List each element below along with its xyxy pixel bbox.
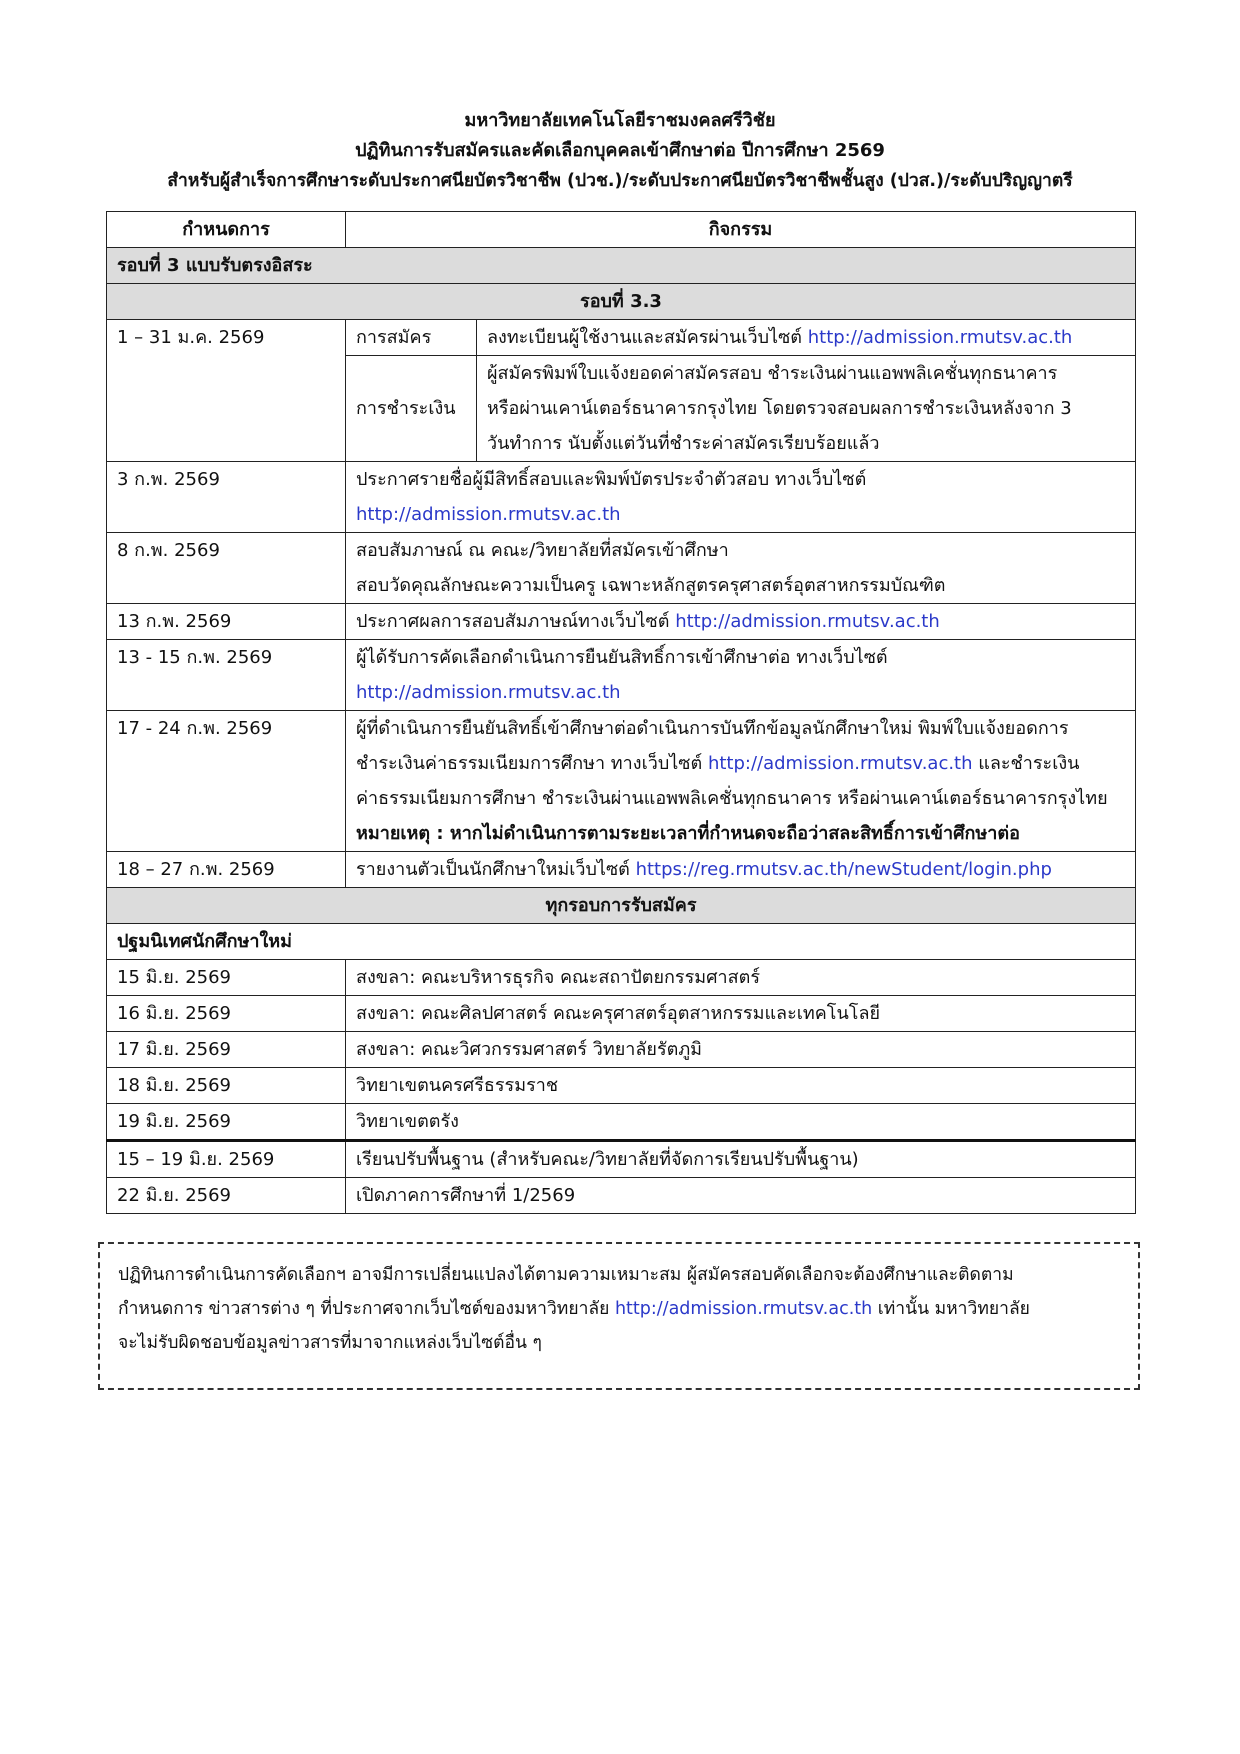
row-date: 13 - 15 ก.พ. 2569 xyxy=(107,640,346,711)
row-activity: ประกาศรายชื่อผู้มีสิทธิ์สอบและพิมพ์บัตรประจำตัวสอบ ทางเว็บไซต์ http://admission.rmutsv.ac.th xyxy=(346,462,1136,533)
row-date: 15 มิ.ย. 2569 xyxy=(107,960,346,996)
row-activity: ผู้ได้รับการคัดเลือกดำเนินการยืนยันสิทธิ์การเข้าศึกษาต่อ ทางเว็บไซต์ http://admission.rmutsv.ac.th xyxy=(346,640,1136,711)
document-header xyxy=(0,106,1240,196)
disclaimer-line: ปฏิทินการดำเนินการคัดเลือกฯ อาจมีการเปลี่ยนแปลงได้ตามความเหมาะสม ผู้สมัครสอบคัดเลือกจะต้องศึกษาและติดตาม xyxy=(118,1265,1014,1285)
disclaimer-line: จะไม่รับผิดชอบข้อมูลข่าวสารที่มาจากแหล่งเว็บไซต์อื่น ๆ xyxy=(118,1333,542,1353)
admission-link[interactable]: http://admission.rmutsv.ac.th xyxy=(807,327,1073,348)
admission-link[interactable]: http://admission.rmutsv.ac.th xyxy=(675,611,940,632)
disclaimer-line: กำหนดการ ข่าวสารต่าง ๆ ที่ประกาศจากเว็บไซต์ของมหาวิทยาลัย http://admission.rmutsv.ac.th เท่านั้น มหาวิทยาลัย xyxy=(118,1299,1030,1319)
row-date: 17 มิ.ย. 2569 xyxy=(107,1032,346,1068)
row-date: 18 มิ.ย. 2569 xyxy=(107,1068,346,1104)
row-date: 19 มิ.ย. 2569 xyxy=(107,1104,346,1141)
all-rounds-title: ทุกรอบการรับสมัคร xyxy=(107,888,1136,924)
orientation-row xyxy=(107,924,1136,960)
admission-link[interactable]: http://admission.rmutsv.ac.th xyxy=(356,682,621,703)
row-date: 8 ก.พ. 2569 xyxy=(107,533,346,604)
row-activity: สอบสัมภาษณ์ ณ คณะ/วิทยาลัยที่สมัครเข้าศึกษา สอบวัดคุณลักษณะความเป็นครู เฉพาะหลักสูตรครุศาสตร์อุตสาหกรรมบัณฑิต xyxy=(346,533,1136,604)
subround-title: รอบที่ 3.3 xyxy=(107,284,1136,320)
table-row xyxy=(107,462,1136,533)
table-row xyxy=(107,711,1136,852)
subround-row xyxy=(107,284,1136,320)
calendar-subtitle: สำหรับผู้สำเร็จการศึกษาระดับประกาศนียบัตรวิชาชีพ (ปวช.)/ระดับประกาศนียบัตรวิชาชีพชั้นสูง (ปวส.)/ระดับปริญญาตรี xyxy=(167,171,1073,191)
row-date: 13 ก.พ. 2569 xyxy=(107,604,346,640)
orientation-title: ปฐมนิเทศนักศึกษาใหม่ xyxy=(107,924,1136,960)
row-activity: วิทยาเขตตรัง xyxy=(346,1104,1136,1141)
row-activity: เปิดภาคการศึกษาที่ 1/2569 xyxy=(346,1178,1136,1214)
table-row xyxy=(107,320,1136,356)
calendar-title: ปฏิทินการรับสมัครและคัดเลือกบุคคลเข้าศึกษาต่อ ปีการศึกษา 2569 xyxy=(355,140,885,161)
table-row xyxy=(107,852,1136,888)
row-date: 16 มิ.ย. 2569 xyxy=(107,996,346,1032)
table-row xyxy=(107,1104,1136,1141)
row-activity: ผู้ที่ดำเนินการยืนยันสิทธิ์เข้าศึกษาต่อดำเนินการบันทึกข้อมูลนักศึกษาใหม่ พิมพ์ใบแจ้งยอดการ ชำระเงินค่าธรรมเนียมการศึกษา ทางเว็บไซต์ http://admission.rmutsv.ac.th และชำระเงิน ค่าธรรมเนียมการศึกษา ชำระเงินผ่านแอพพลิเคชั่นทุกธนาคาร หรือผ่านเคาน์เตอร์ธนาคารกรุงไทย หมายเหตุ : หากไม่ดำเนินการตามระยะเวลาที่กำหนดจะถือว่าสละสิทธิ์การเข้าศึกษาต่อ xyxy=(346,711,1136,852)
row-activity: ลงทะเบียนผู้ใช้งานและสมัครผ่านเว็บไซต์ http://admission.rmutsv.ac.th xyxy=(477,320,1136,356)
disclaimer-box xyxy=(98,1242,1140,1390)
table-row xyxy=(107,640,1136,711)
table-row xyxy=(107,1032,1136,1068)
row-activity: รายงานตัวเป็นนักศึกษาใหม่เว็บไซต์ https://reg.rmutsv.ac.th/newStudent/login.php xyxy=(346,852,1136,888)
row-date: 3 ก.พ. 2569 xyxy=(107,462,346,533)
admission-schedule-table xyxy=(106,211,1136,1214)
row-date: 15 – 19 มิ.ย. 2569 xyxy=(107,1141,346,1178)
table-row xyxy=(107,533,1136,604)
remark-text: หมายเหตุ : หากไม่ดำเนินการตามระยะเวลาที่กำหนดจะถือว่าสละสิทธิ์การเข้าศึกษาต่อ xyxy=(356,823,1020,844)
admission-link[interactable]: http://admission.rmutsv.ac.th xyxy=(614,1299,873,1319)
row-activity: วิทยาเขตนครศรีธรรมราช xyxy=(346,1068,1136,1104)
row-date: 1 – 31 ม.ค. 2569 xyxy=(107,320,346,462)
row-date: 22 มิ.ย. 2569 xyxy=(107,1178,346,1214)
table-row xyxy=(107,604,1136,640)
row-label: การสมัคร xyxy=(346,320,477,356)
row-label: การชำระเงิน xyxy=(346,356,477,462)
all-rounds-row xyxy=(107,888,1136,924)
row-activity: ประกาศผลการสอบสัมภาษณ์ทางเว็บไซต์ http://admission.rmutsv.ac.th xyxy=(346,604,1136,640)
row-date: 18 – 27 ก.พ. 2569 xyxy=(107,852,346,888)
row-activity: สงขลา: คณะบริหารธุรกิจ คณะสถาปัตยกรรมศาสตร์ xyxy=(346,960,1136,996)
registration-link[interactable]: https://reg.rmutsv.ac.th/newStudent/login.php xyxy=(635,859,1052,880)
table-row xyxy=(107,996,1136,1032)
column-header-date: กำหนดการ xyxy=(107,212,346,248)
round-title: รอบที่ 3 แบบรับตรงอิสระ xyxy=(107,248,1136,284)
row-activity: สงขลา: คณะศิลปศาสตร์ คณะครุศาสตร์อุตสาหกรรมและเทคโนโลยี xyxy=(346,996,1136,1032)
table-header-row xyxy=(107,212,1136,248)
table-row xyxy=(107,1068,1136,1104)
row-activity: เรียนปรับพื้นฐาน (สำหรับคณะ/วิทยาลัยที่จัดการเรียนปรับพื้นฐาน) xyxy=(346,1141,1136,1178)
admission-link[interactable]: http://admission.rmutsv.ac.th xyxy=(707,753,973,774)
admission-link[interactable]: http://admission.rmutsv.ac.th xyxy=(356,504,621,525)
column-header-activity: กิจกรรม xyxy=(346,212,1136,248)
table-row xyxy=(107,1141,1136,1178)
row-activity: ผู้สมัครพิมพ์ใบแจ้งยอดค่าสมัครสอบ ชำระเงินผ่านแอพพลิเคชั่นทุกธนาคาร หรือผ่านเคาน์เตอร์ธนาคารกรุงไทย โดยตรวจสอบผลการชำระเงินหลังจาก 3 วันทำการ นับตั้งแต่วันที่ชำระค่าสมัครเรียบร้อยแล้ว xyxy=(477,356,1136,462)
table-row xyxy=(107,960,1136,996)
university-name: มหาวิทยาลัยเทคโนโลยีราชมงคลศรีวิชัย xyxy=(464,110,776,131)
table-row xyxy=(107,1178,1136,1214)
row-activity: สงขลา: คณะวิศวกรรมศาสตร์ วิทยาลัยรัตภูมิ xyxy=(346,1032,1136,1068)
row-date: 17 - 24 ก.พ. 2569 xyxy=(107,711,346,852)
round-row xyxy=(107,248,1136,284)
